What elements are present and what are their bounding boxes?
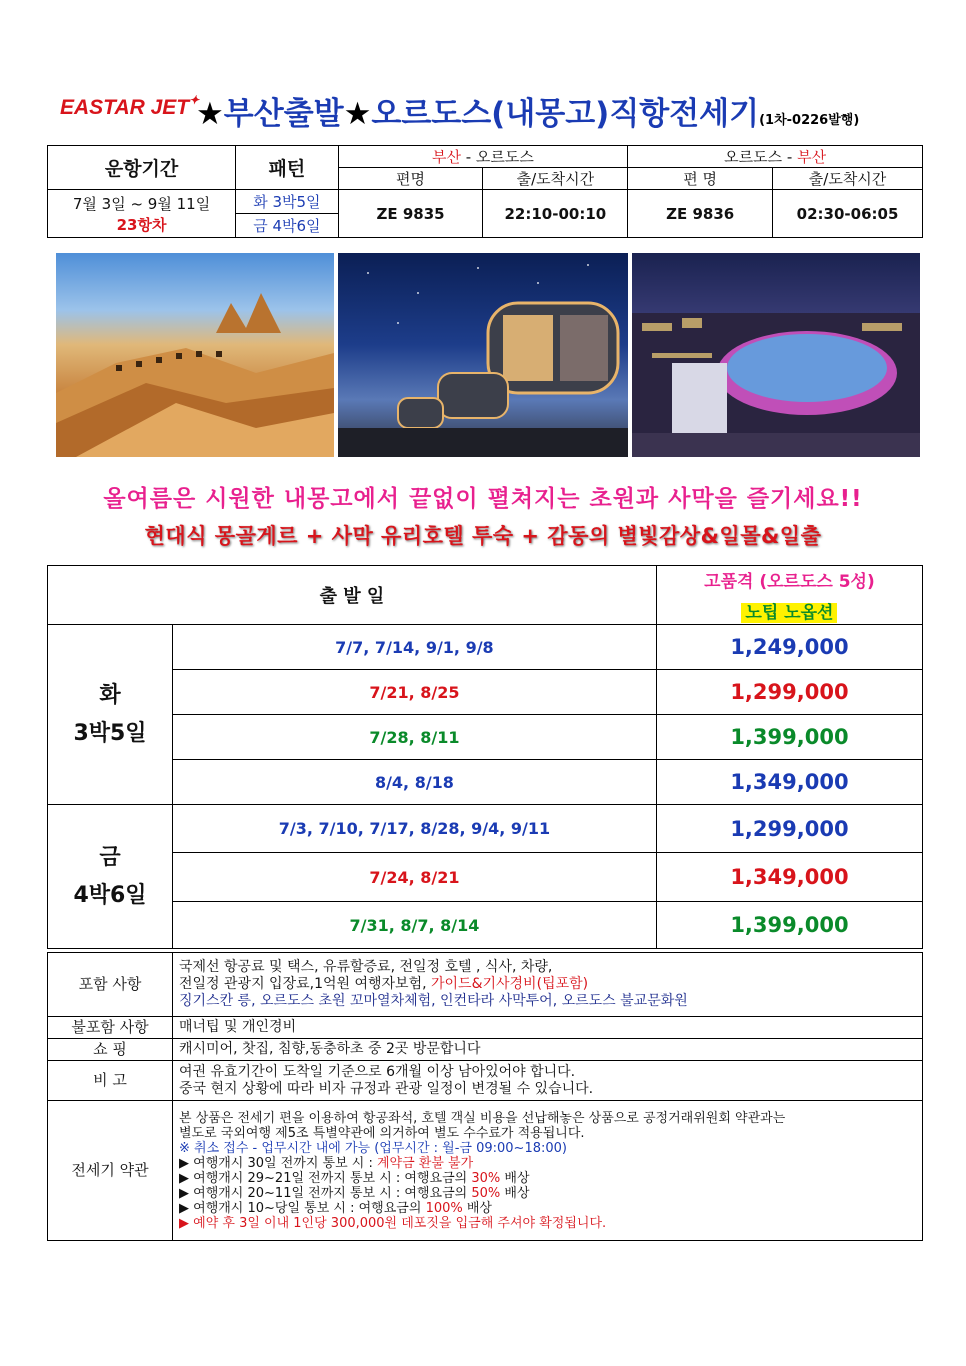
page-title: ★부산출발★오르도스(내몽고)직항전세기(1차-0226발행)	[196, 96, 860, 132]
departure-header: 출 발 일	[48, 566, 657, 625]
desert-dunes-illustration	[56, 253, 334, 457]
eastarjet-logo: EASTAR JET✦	[60, 93, 200, 119]
shopping-label: 쇼 핑	[48, 1039, 173, 1061]
back-flight-header: 편 명	[628, 168, 773, 190]
desert-camel-photo	[56, 253, 334, 457]
out-flight-time: 22:10-00:10	[483, 190, 628, 238]
back-time-header: 출/도착시간	[773, 168, 923, 190]
return-route: 오르도스 - 부산	[628, 146, 923, 168]
outbound-route: 부산 - 오르도스	[338, 146, 628, 168]
slogan-main: 올여름은 시원한 내몽고에서 끝없이 펼쳐지는 초원과 사막을 즐기세요!!	[103, 486, 863, 512]
excluded-text: 매너팁 및 개인경비	[173, 1017, 923, 1039]
price-table	[47, 565, 923, 949]
table-row-dates: 7/7, 7/14, 9/1, 9/8	[173, 625, 657, 670]
grade-header: 고품격 (오르도스 5성) 노팁 노옵션	[656, 566, 922, 625]
note-text: 여권 유효기간이 도착일 기준으로 6개월 이상 남아있어야 합니다. 중국 현지 상황에 따라 비자 규정과 관광 일정이 변경될 수 있습니다.	[173, 1061, 923, 1101]
note-label: 비 고	[48, 1061, 173, 1101]
table-row-price: 1,349,000	[656, 853, 922, 902]
back-flight-time: 02:30-06:05	[773, 190, 923, 238]
shopping-text: 캐시미어, 찻집, 침향,동충하초 중 2곳 방문합니다	[173, 1039, 923, 1061]
included-label: 포함 사항	[48, 953, 173, 1017]
back-flight-number: ZE 9836	[628, 190, 773, 238]
pattern-tue: 화 3박5일	[236, 190, 339, 214]
table-row-price: 1,249,000	[656, 625, 922, 670]
included-text: 국제선 항공료 및 택스, 유류할증료, 전일정 호텔 , 식사, 차량, 전일정 관광지 입장료,1억원 여행자보험, 가이드&기사경비(팁포함) 징기스칸 릉, 오르도스 초원 꼬마열차체험, 인컨타라 사막투어, 오르도스 불교문화원	[173, 953, 923, 1017]
glass-hotel-illustration	[338, 253, 628, 457]
table-row-dates: 7/3, 7/10, 7/17, 8/28, 9/4, 9/11	[173, 805, 657, 853]
pattern-header: 패턴	[236, 146, 339, 190]
out-time-header: 출/도착시간	[483, 168, 628, 190]
table-row-price: 1,349,000	[656, 760, 922, 805]
info-table	[47, 952, 923, 1241]
tue-group-label: 화 3박5일	[48, 625, 173, 805]
flight-schedule-table	[47, 145, 923, 238]
table-row-price: 1,299,000	[656, 670, 922, 715]
no-tip-badge: 노팁 노옵션	[741, 603, 837, 623]
fri-group-label: 금 4박6일	[48, 805, 173, 949]
table-row-dates: 7/21, 8/25	[173, 670, 657, 715]
logo-star-icon: ✦	[189, 93, 200, 107]
table-row-price: 1,399,000	[656, 715, 922, 760]
out-flight-header: 편명	[338, 168, 483, 190]
out-flight-number: ZE 9835	[338, 190, 483, 238]
table-row-price: 1,299,000	[656, 805, 922, 853]
glass-hotel-photo	[338, 253, 628, 457]
city-night-illustration	[632, 253, 920, 457]
ordos-city-night-photo	[632, 253, 920, 457]
table-row-dates: 7/24, 8/21	[173, 853, 657, 902]
table-row-dates: 8/4, 8/18	[173, 760, 657, 805]
charter-terms-text: 본 상품은 전세기 편을 이용하여 항공좌석, 호텔 객실 비용을 선납해놓은 상품으로 공정거래위원회 약관과는 별도로 국외여행 제5조 특별약관에 의거하여 별도 수수료가 적용됩니다. ※ 취소 접수 - 업무시간 내에 가능 (업무시간 : 월-금 09:00~18:00) ▶ 여행개시 30일 전까지 통보 시 : 계약금 환불 불가 ▶ 여행개시 29~21일 전까지 통보 시 : 여행요금의 30% 배상 ▶ 여행개시 20~11일 전까지 통보 시 : 여행요금의 50% 배상 ▶ 여행개시 10~당일 통보 시 : 여행요금의 100% 배상 ▶ 예약 후 3일 이내 1인당 300,000원 데포짓을 입금해 주셔야 확정됩니다.	[173, 1101, 923, 1241]
table-row-dates: 7/31, 8/7, 8/14	[173, 902, 657, 949]
charter-terms-label: 전세기 약관	[48, 1101, 173, 1241]
pattern-fri: 금 4박6일	[236, 214, 339, 238]
excluded-label: 불포함 사항	[48, 1017, 173, 1039]
period-cell: 7월 3일 ~ 9월 11일 23항차	[48, 190, 236, 238]
table-row-price: 1,399,000	[656, 902, 922, 949]
table-row-dates: 7/28, 8/11	[173, 715, 657, 760]
slogan-features: 현대식 몽골게르 + 사막 유리호텔 투숙 + 감동의 별빛감상&일몰&일출	[144, 524, 822, 548]
period-header: 운항기간	[48, 146, 236, 190]
